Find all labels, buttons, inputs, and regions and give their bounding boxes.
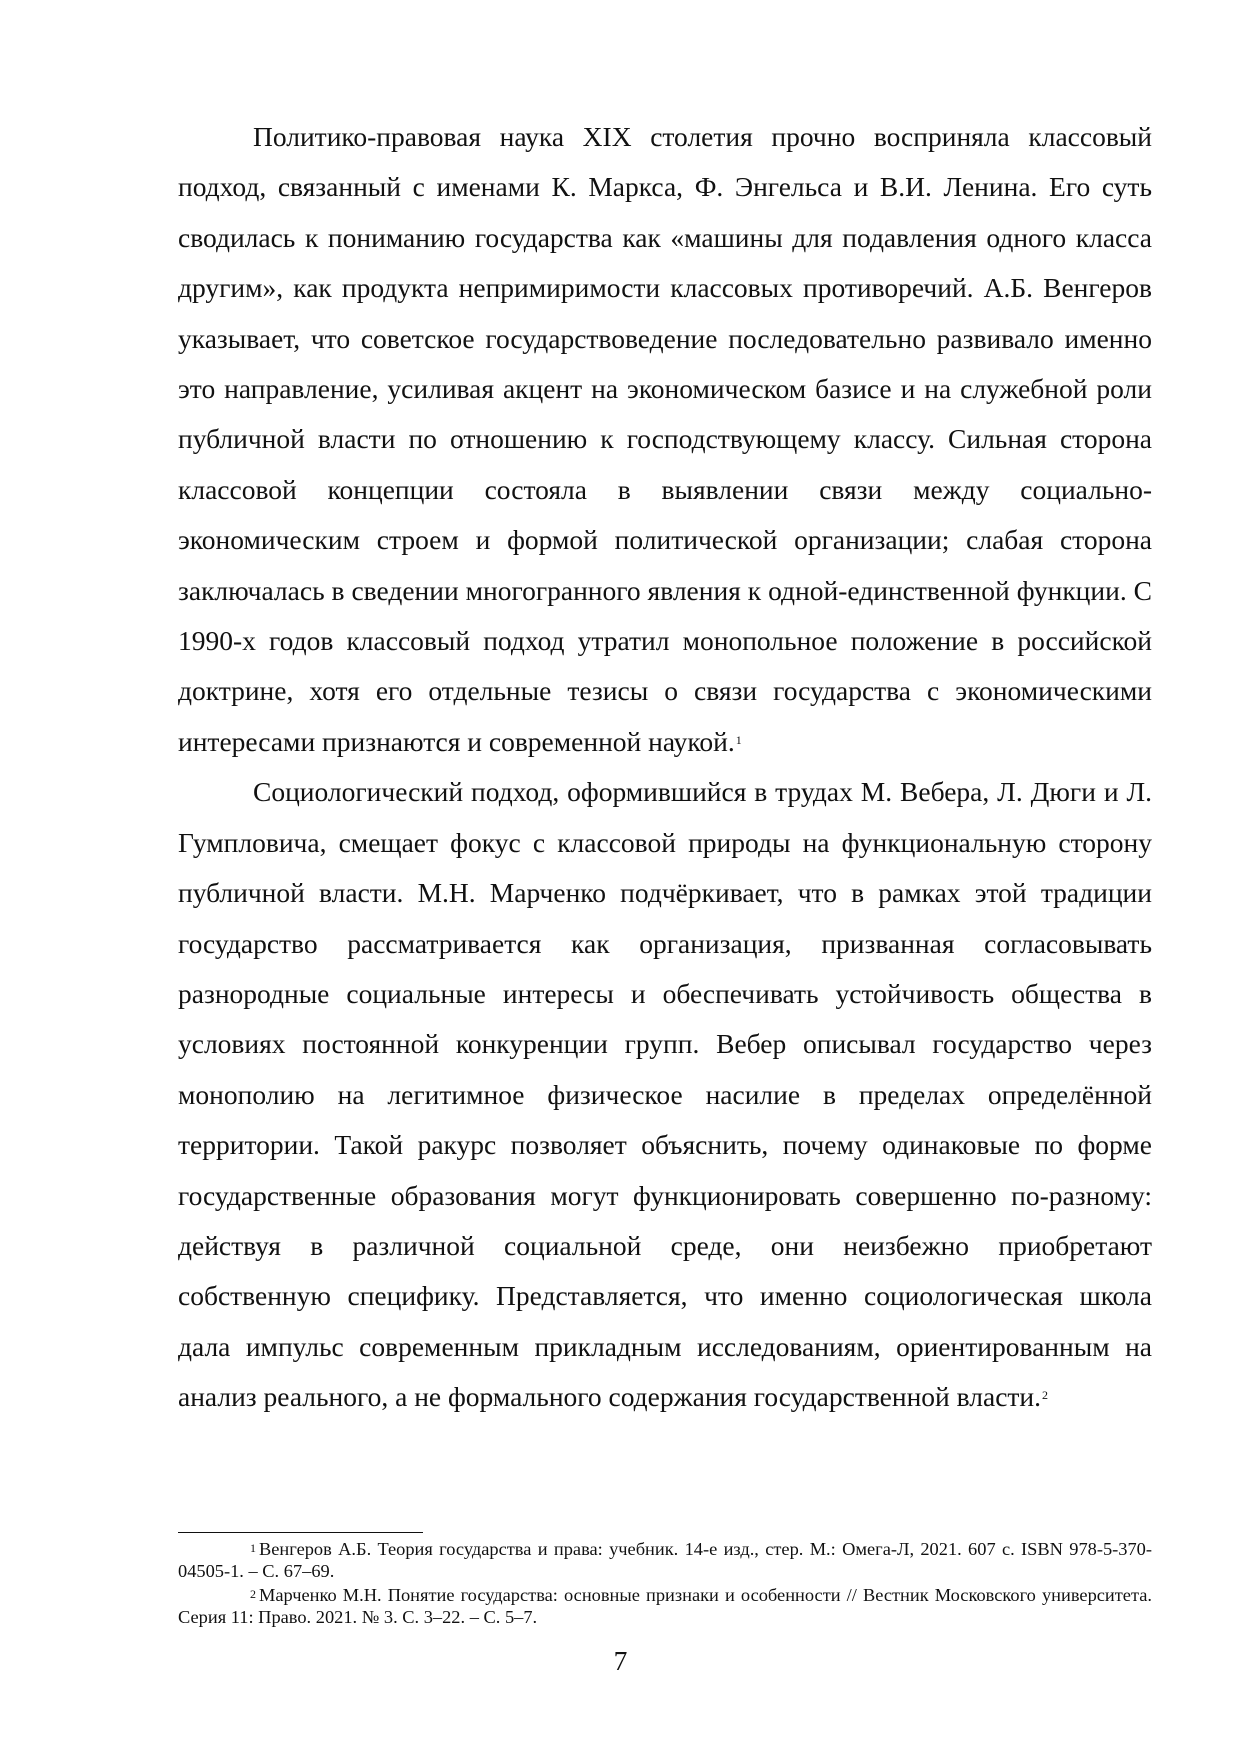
footnote-1 [178,1538,1152,1582]
footnote-separator [178,1532,423,1533]
footnote-text: Венгеров А.Б. Теория государства и права: учебник. 14-е изд., стер. М.: Омега-Л, 2021. 607 с. ISBN 978-5-370-04505-1. – С. 67–69. [178,1539,1152,1581]
footnote-reference-2[interactable]: 2 [1042,1388,1049,1403]
footnotes-section [178,1538,1152,1630]
footnote-marker: 2 [250,1587,256,1601]
paragraph-class-approach [178,112,1152,767]
footnote-text: Марченко М.Н. Понятие государства: основные признаки и особенности // Вестник Московского университета. Серия 11: Право. 2021. № 3. С. 3–22. – С. 5–7. [178,1585,1152,1627]
footnote-marker: 1 [250,1541,256,1555]
page-number: 7 [613,1645,628,1676]
paragraph-text: Социологический подход, оформившийся в трудах М. Вебера, Л. Дюги и Л. Гумпловича, смещает фокус с классовой природы на функциональную сторону публичной власти. М.Н. Марченко подчёркивает, что в рамках этой традиции государство рассматривается как организация, призванная согласовывать разнородные социальные интересы и обеспечивать устойчивость общества в условиях постоянной конкуренции групп. Вебер описывал государство через монополию на легитимное физическое насилие в пределах определённой территории. Такой ракурс позволяет объяснить, почему одинаковые по форме государственные образования могут функционировать совершенно по-разному: действуя в различной социальной среде, они неизбежно приобретают собственную специфику. Представляется, что именно социологическая школа дала импульс современным прикладным исследованиям, ориентированным на анализ реального, а не формального содержания государственной власти. [178,776,1152,1413]
main-text [178,112,1152,1423]
paragraph-text: Политико-правовая наука XIX столетия прочно восприняла классовый подход, связанный с именами К. Маркса, Ф. Энгельса и В.И. Ленина. Его суть сводилась к пониманию государства как «машины для подавления одного класса другим», как продукта непримиримости классовых противоречий. А.Б. Венгеров указывает, что советское государствоведение последовательно развивало именно это направление, усиливая акцент на экономическом базисе и на служебной роли публичной власти по отношению к господствующему классу. Сильная сторона классовой концепции состояла в выявлении связи между социально-экономическим строем и формой политической организации; слабая сторона заключалась в сведении многогранного явления к одной-единственной функции. С 1990-х годов классовый подход утратил монопольное положение в российской доктрине, хотя его отдельные тезисы о связи государства с экономическими интересами признаются и современной наукой. [178,121,1152,757]
paragraph-sociological-approach [178,767,1152,1422]
footnote-reference-1[interactable]: 1 [735,732,742,747]
footnote-2 [178,1584,1152,1628]
